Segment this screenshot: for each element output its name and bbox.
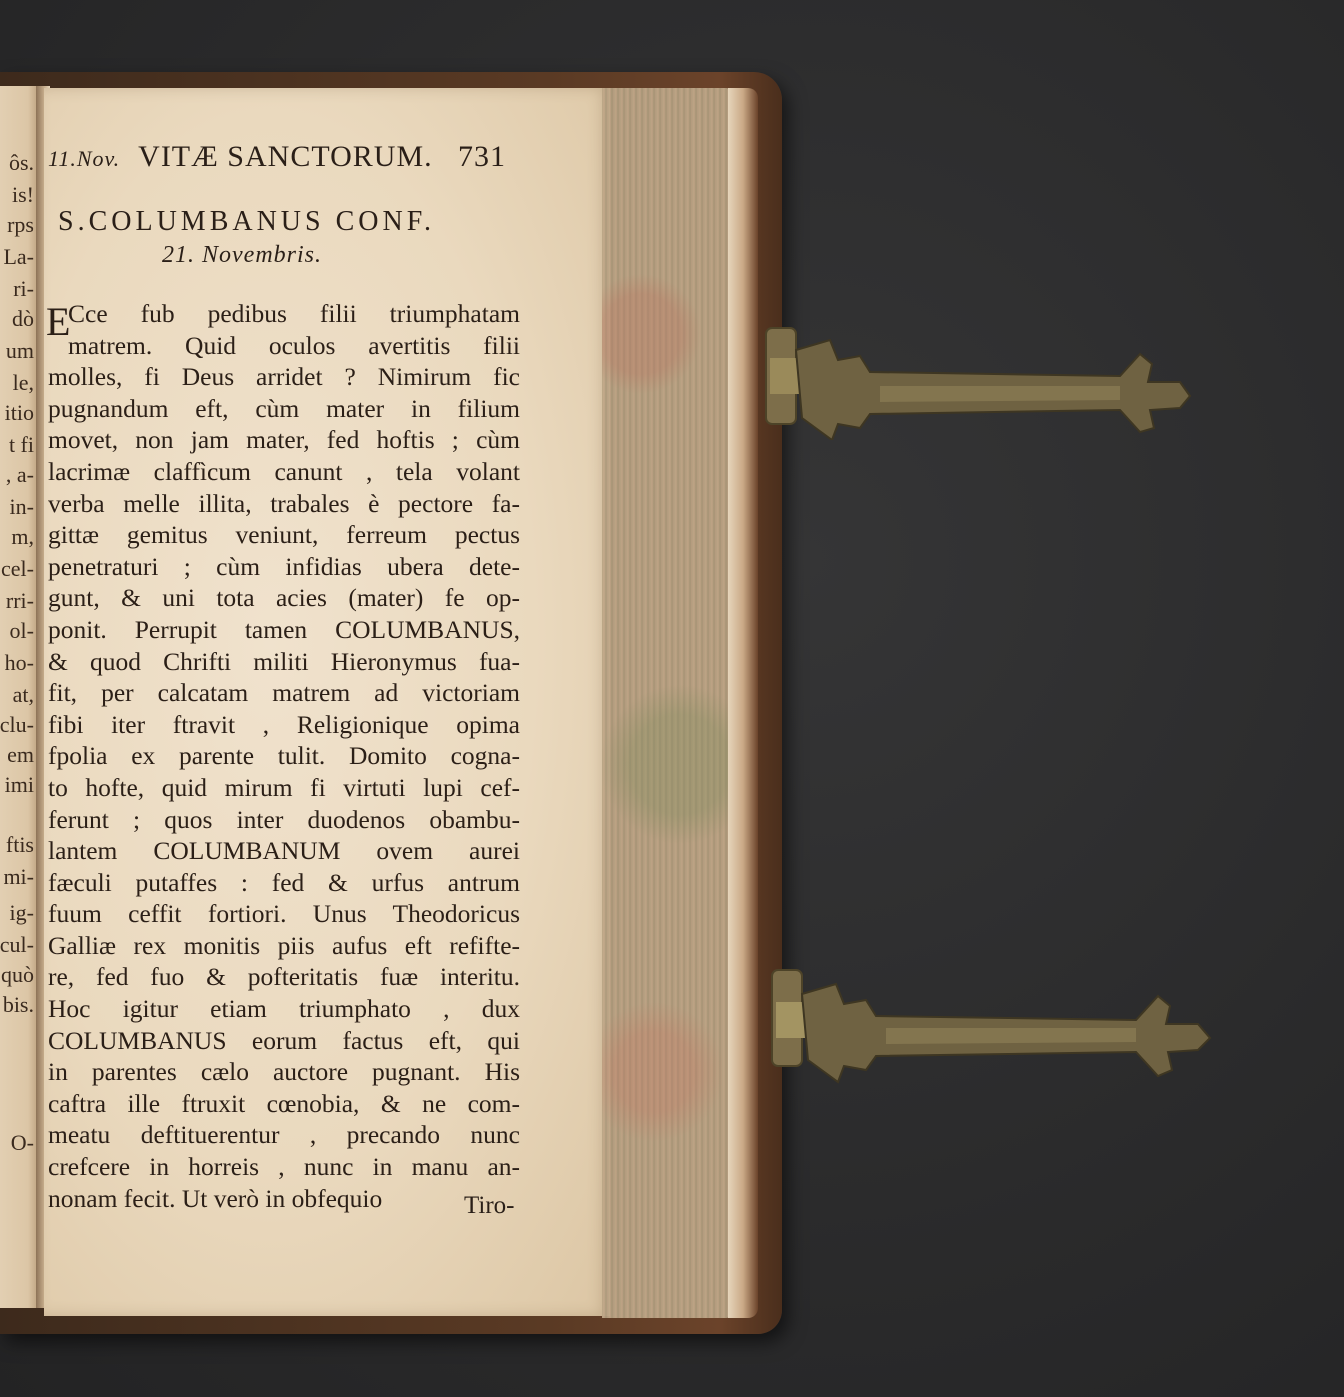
body-line: fæculi putaffes : fed & urfus antrum — [48, 867, 520, 897]
body-line: gittæ gemitus veniunt, ferreum pectus — [48, 520, 520, 550]
body-line: gunt, & uni tota acies (mater) fe op- — [48, 583, 520, 613]
left-page-fragment: ôs. — [8, 150, 34, 175]
upper-clasp — [760, 320, 1200, 440]
left-page-fragment: bis. — [2, 992, 34, 1017]
saint-heading: S.COLUMBANUS CONF. — [58, 206, 436, 237]
left-page-fragment: ol- — [9, 618, 34, 643]
body-line: ponit. Perrupit tamen COLUMBANUS, — [48, 614, 520, 644]
running-head-date: 11.Nov. — [48, 146, 121, 171]
body-line: crefcere in horreis , nunc in manu an- — [48, 1152, 520, 1182]
fore-edge-binding — [728, 88, 758, 1318]
left-page-fragment: ho- — [4, 650, 34, 675]
left-page-fragment: itio — [4, 400, 34, 425]
body-line: to hofte, quid mirum fi virtuti lupi cef- — [48, 772, 520, 802]
left-page-fragment: imi — [4, 772, 34, 797]
left-page-fragment: is! — [12, 182, 34, 207]
feast-date — [162, 242, 322, 269]
body-line: Hoc igitur etiam triumphato , dux — [48, 994, 520, 1024]
body-line: lacrimæ claffìcum canunt , tela volant — [48, 456, 520, 486]
body-line: fuum ceffit fortiori. Unus Theodoricus — [48, 899, 520, 929]
left-page-fragment: O- — [10, 1130, 34, 1155]
body-line: fibi iter ftravit , Religionique opima — [48, 709, 520, 739]
body-line: Galliæ rex monitis piis aufus eft refifte- — [48, 930, 520, 960]
left-page-fragment: , a- — [5, 462, 34, 487]
body-line: COLUMBANUS eorum factus eft, qui — [48, 1025, 520, 1055]
left-page-fragment: rps — [7, 212, 34, 237]
left-page-fragment: quò — [1, 962, 34, 987]
left-page-fragment: le, — [12, 370, 34, 395]
lower-clasp — [766, 966, 1216, 1086]
body-line: re, fed fuo & pofteritatis fuæ interitu. — [48, 962, 520, 992]
running-head-title: VITÆ SANCTORUM. — [138, 140, 433, 173]
body-line: caftra ille ftruxit cœnobia, & ne com- — [48, 1088, 520, 1118]
left-page-fragment: dò — [12, 306, 34, 331]
body-line: fpolia ex parente tulit. Domito cogna- — [48, 741, 520, 771]
body-line: fit, per calcatam matrem ad victoriam — [48, 678, 520, 708]
body-line: penetraturi ; cùm infidias ubera dete- — [48, 551, 520, 581]
left-page-fragment: um — [5, 338, 34, 363]
feast-date-text: 21. Novembris. — [162, 242, 322, 268]
body-line: pugnandum eft, cùm mater in filium — [48, 393, 520, 423]
left-page-fragment: La- — [3, 244, 34, 269]
left-page-fragment: at, — [12, 682, 34, 707]
body-line: lantem COLUMBANUM ovem aurei — [48, 836, 520, 866]
left-page-fragment: clu- — [0, 712, 34, 737]
drop-cap: E — [46, 299, 71, 344]
body-line: & quod Chrifti militi Hieronymus fua- — [48, 646, 520, 676]
page-number: 731 — [458, 140, 506, 173]
body-line: nonam fecit. Ut verò in obfequio — [48, 1183, 383, 1213]
left-page-fragment: m, — [11, 524, 34, 549]
left-page-fragment: cul- — [0, 932, 34, 957]
left-page-fragment: mi- — [3, 864, 34, 889]
body-line: molles, fi Deus arridet ? Nimirum fic — [48, 362, 520, 392]
body-line: in parentes cælo auctore pugnant. His — [48, 1057, 520, 1087]
left-page-edge — [0, 86, 40, 1308]
body-line: meatu deftituerentur , precando nunc — [48, 1120, 520, 1150]
left-page-fragment: em — [7, 742, 34, 767]
body-line: ferunt ; quos inter duodenos obambu- — [48, 804, 520, 834]
catchword: Tiro- — [464, 1192, 515, 1219]
body-line: movet, non jam mater, fed hoftis ; cùm — [48, 425, 520, 455]
page-block-edges — [602, 88, 732, 1318]
left-page-fragment: t fi — [8, 432, 34, 457]
left-page-fragment: ri- — [13, 276, 34, 301]
body-line: matrem. Quid oculos avertitis filii — [68, 330, 520, 360]
left-page-fragment: ftis — [5, 832, 34, 857]
left-page-fragment: rri- — [5, 588, 34, 613]
body-line: verba melle illita, trabales è pectore fa- — [48, 488, 520, 518]
running-head — [48, 140, 506, 174]
left-page-fragment: in- — [9, 494, 34, 519]
body-text — [48, 298, 520, 1214]
body-line: Cce fub pedibus filii triumphatam — [68, 299, 520, 328]
left-page-fragment: ig- — [9, 900, 34, 925]
left-page-fragment: cel- — [1, 556, 34, 581]
